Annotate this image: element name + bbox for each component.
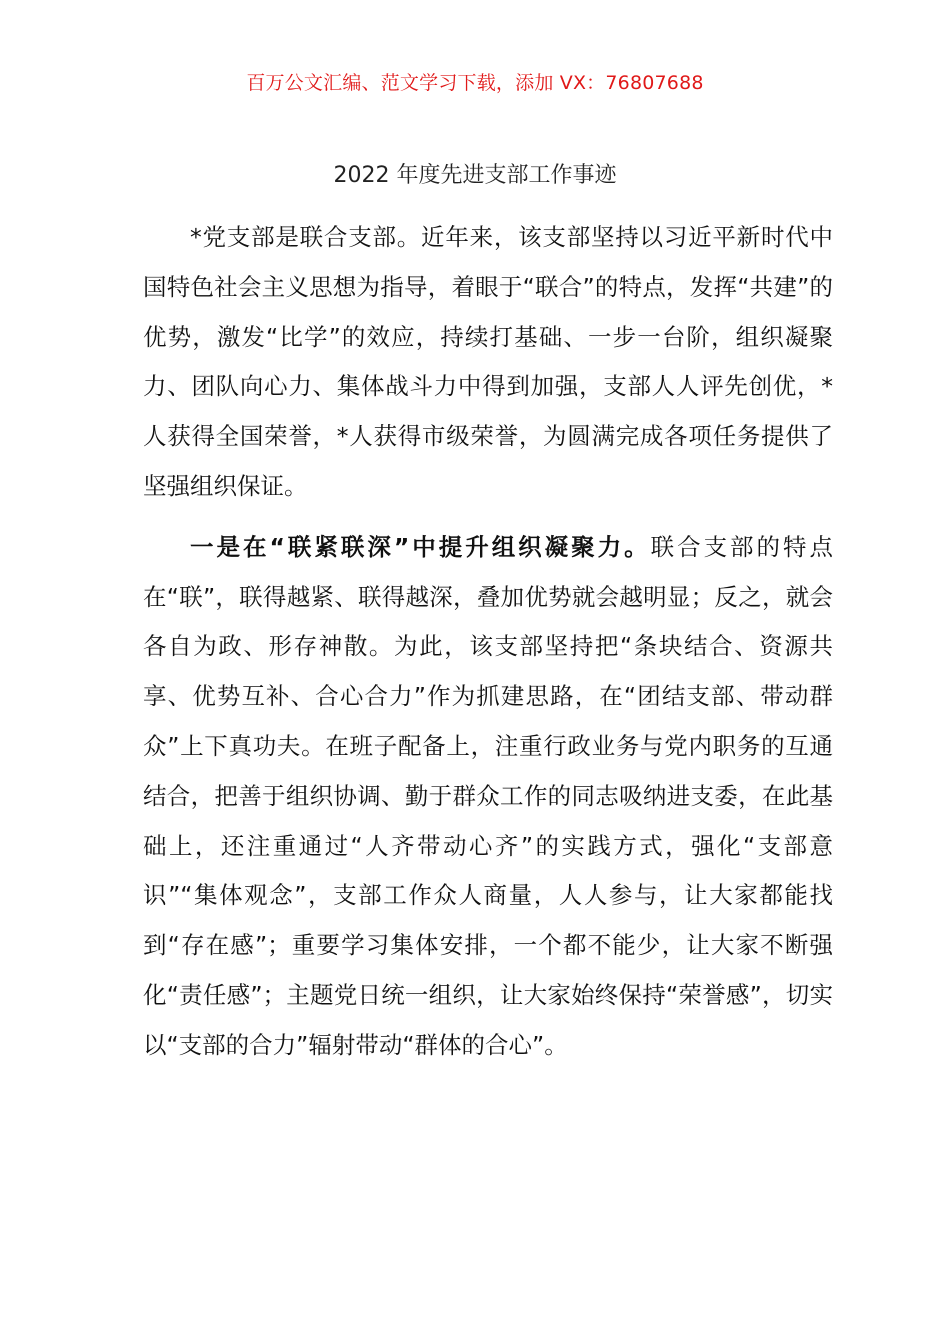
paragraph-text: 联合支部的特点在“联”，联得越紧、联得越深，叠加优势就会越明显；反之，就会各自为政、形存神散。为此，该支部坚持把“条块结合、资源共享、优势互补、合心合力”作为抓建思路，在“团结支部、带动群众”上下真功夫。在班子配备上，注重行政业务与党内职务的互通结合，把善于组织协调、勤于群众工作的同志吸纳进支委，在此基础上，还注重通过“人齐带动心齐”的实践方式，强化“支部意识”“集体观念”，支部工作众人商量，人人参与，让大家都能找到“存在感”；重要学习集体安排，一个都不能少，让大家不断强化“责任感”；主题党日统一组织，让大家始终保持“荣誉感”，切实以“支部的合力”辐射带动“群体的合心”。 [143,532,834,1059]
header-note: 百万公文汇编、范文学习下载，添加 VX：76807688 [246,72,704,94]
paragraph-intro [143,213,833,512]
paragraph-point-one [143,523,833,1071]
paragraph-text: *党支部是联合支部。近年来，该支部坚持以习近平新时代中国特色社会主义思想为指导，着眼于“联合”的特点，发挥“共建”的优势，激发“比学”的效应，持续打基础、一步一台阶，组织凝聚力、团队向心力、集体战斗力中得到加强，支部人人评先创优，*人获得全国荣誉，*人获得市级荣誉，为圆满完成各项任务提供了坚强组织保证。 [143,223,833,500]
document-title: 2022 年度先进支部工作事迹 [333,163,617,188]
paragraph-lead: 一是在“联紧联深”中提升组织凝聚力。 [190,532,651,561]
document-body [143,213,833,1071]
